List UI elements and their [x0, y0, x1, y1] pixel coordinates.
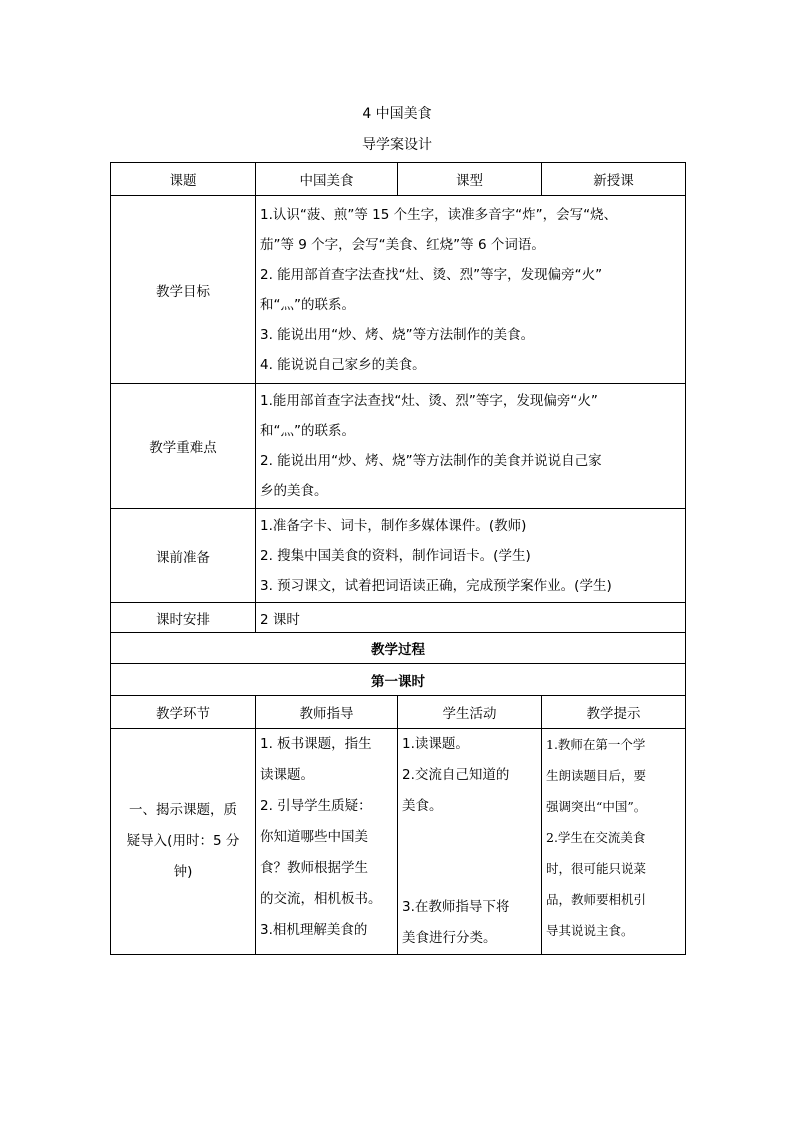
- key-points-row: [111, 384, 686, 509]
- teacher-line: 食？教师根据学生: [260, 860, 368, 876]
- topic-label: 课题: [111, 163, 256, 196]
- student-line: 1.读课题。: [402, 736, 469, 752]
- tip-line: 时，很可能只说菜: [546, 861, 647, 876]
- period-title: 第一课时: [111, 664, 686, 696]
- header-tips: 教学提示: [542, 696, 686, 729]
- header-stage: 教学环节: [111, 696, 256, 729]
- stage-line: 一、揭示课题，质: [129, 802, 237, 818]
- teacher-line: 3.相机理解美食的: [260, 922, 368, 938]
- schedule-value: 2 课时: [256, 603, 686, 633]
- schedule-row: [111, 603, 686, 633]
- student-line: 2.交流自己知道的: [402, 767, 510, 783]
- lesson-title: 4 中国美食: [362, 106, 432, 122]
- teacher-line: 读课题。: [260, 767, 314, 783]
- teacher-line: 1. 板书课题，指生: [260, 736, 372, 752]
- lesson-plan-table: [110, 162, 686, 955]
- step1-tips: [542, 729, 686, 955]
- preparation-row: [111, 509, 686, 603]
- key-points-label: 教学重难点: [111, 384, 256, 509]
- preparation-content: [256, 509, 686, 603]
- goals-line: 2. 能用部首查字法查找“灶、烫、烈”等字，发现偏旁“火”: [260, 266, 603, 283]
- key-points-content: [256, 384, 686, 509]
- stage-line: 疑导入(用时：5 分: [126, 833, 240, 849]
- stage-line: 钟): [173, 864, 193, 880]
- tip-line: 导其说说主食。: [546, 923, 634, 938]
- student-gap: [402, 822, 537, 892]
- header-teacher: 教师指导: [256, 696, 398, 729]
- tip-line: 强调突出“中国”。: [546, 799, 647, 814]
- design-title: 导学案设计: [362, 137, 432, 153]
- schedule-label: 课时安排: [111, 603, 256, 633]
- preparation-line: 1.准备字卡、词卡，制作多媒体课件。(教师): [260, 517, 527, 534]
- process-title-row: [111, 633, 686, 664]
- process-title: 教学过程: [111, 633, 686, 664]
- teacher-line: 2. 引导学生质疑：: [260, 798, 372, 814]
- info-row: [111, 163, 686, 196]
- tip-line: 2.学生在交流美食: [546, 830, 646, 845]
- key-points-line: 和“灬”的联系。: [260, 423, 355, 439]
- key-points-line: 乡的美食。: [260, 483, 328, 499]
- topic-value: 中国美食: [256, 163, 398, 196]
- student-line: 美食。: [402, 798, 443, 814]
- goals-line: 茄”等 9 个字，会写“美食、红烧”等 6 个词语。: [260, 236, 545, 253]
- student-line: 美食进行分类。: [402, 930, 497, 946]
- type-label: 课型: [398, 163, 542, 196]
- preparation-line: 2. 搜集中国美食的资料，制作词语卡。(学生): [260, 547, 531, 564]
- key-points-line: 2. 能说出用“炒、烤、烧”等方法制作的美食并说说自己家: [260, 453, 602, 469]
- process-header-row: [111, 696, 686, 729]
- header-student: 学生活动: [398, 696, 542, 729]
- goals-line: 3. 能说出用“炒、烤、烧”等方法制作的美食。: [260, 326, 535, 343]
- goals-line: 1.认识“菠、煎”等 15 个生字，读准多音字“炸”，会写“烧、: [260, 206, 618, 223]
- key-points-line: 1.能用部首查字法查找“灶、烫、烈”等字，发现偏旁“火”: [260, 393, 598, 409]
- preparation-label: 课前准备: [111, 509, 256, 603]
- goals-line: 和“灬”的联系。: [260, 296, 355, 313]
- preparation-line: 3. 预习课文，试着把词语读正确，完成预学案作业。(学生): [260, 577, 612, 594]
- tip-line: 生朗读题目后，要: [546, 768, 647, 783]
- step1-row: [111, 729, 686, 955]
- tip-line: 品，教师要相机引: [546, 892, 647, 907]
- goals-row: [111, 196, 686, 384]
- teacher-line: 的交流，相机板书。: [260, 891, 382, 907]
- step1-student: [398, 729, 542, 955]
- teacher-line: 你知道哪些中国美: [260, 829, 368, 845]
- step1-teacher: [256, 729, 398, 955]
- type-value: 新授课: [542, 163, 686, 196]
- period-title-row: [111, 664, 686, 696]
- goals-content: [256, 196, 686, 384]
- student-line: 3.在教师指导下将: [402, 899, 510, 915]
- goals-line: 4. 能说说自己家乡的美食。: [260, 356, 426, 373]
- step1-stage: [111, 729, 256, 955]
- goals-label: 教学目标: [111, 196, 256, 384]
- tip-line: 1.教师在第一个学: [546, 737, 646, 752]
